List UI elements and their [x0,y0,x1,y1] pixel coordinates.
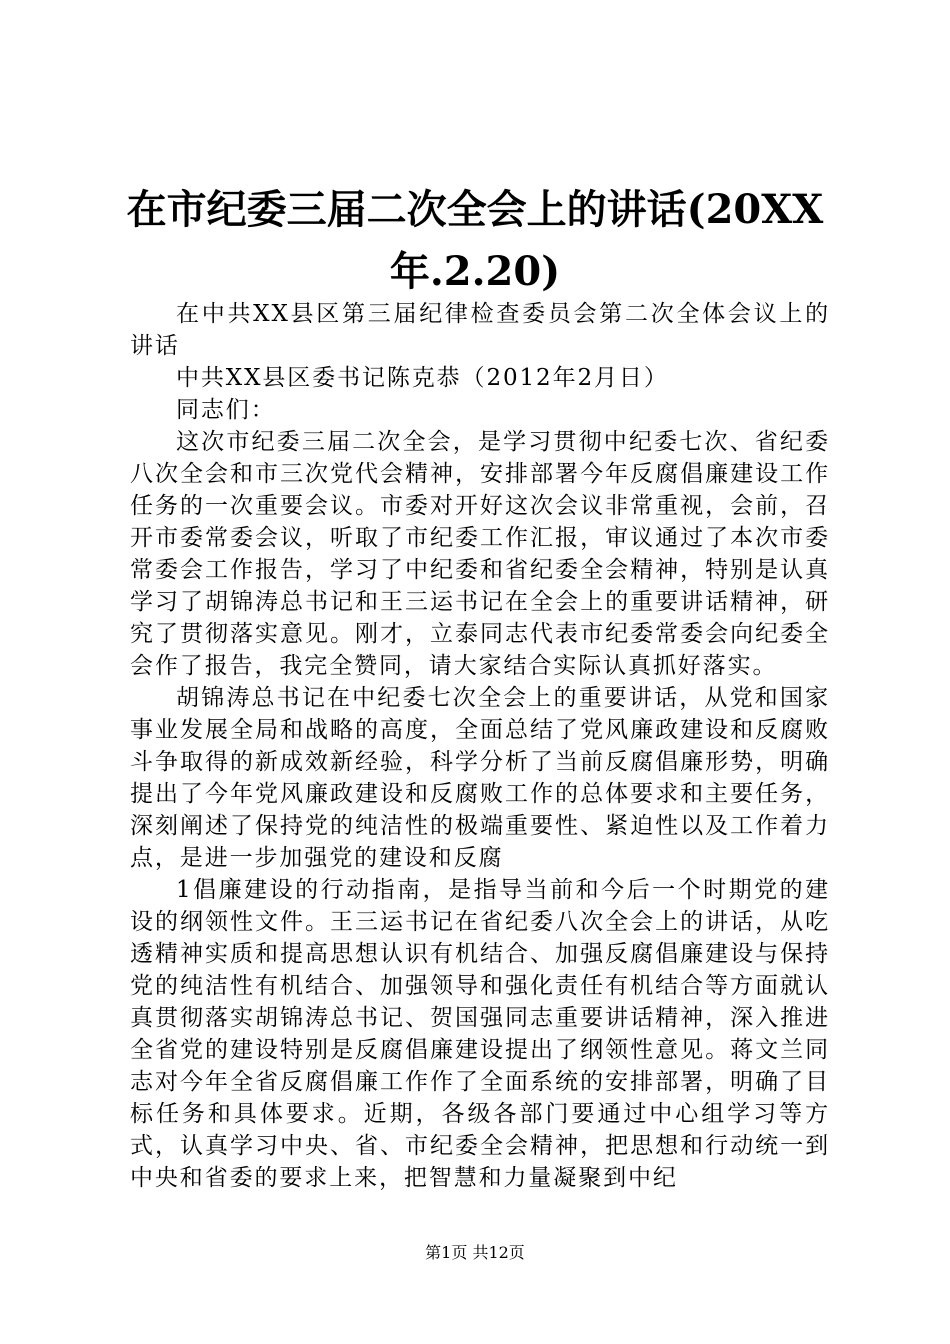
paragraph-body-2: 胡锦涛总书记在中纪委七次全会上的重要讲话，从党和国家事业发展全局和战略的高度，全面总结了党风廉政建设和反腐败斗争取得的新成效新经验，科学分析了当前反腐倡廉形势，明确提出了今年党风廉政建设和反腐败工作的总体要求和主要任务，深刻阐述了保持党的纯洁性的极端重要性、紧迫性以及工作着力点，是进一步加强党的建设和反腐 [130,685,830,871]
document-title-line-1: 在市纪委三届二次全会上的讲话(20XX [126,186,824,233]
paragraph-speaker: 中共XX县区委书记陈克恭（2012年2月日） [176,365,669,391]
paragraph-body-1: 这次市纪委三届二次全会，是学习贯彻中纪委七次、省纪委八次全会和市三次党代会精神，安排部署今年反腐倡廉建设工作任务的一次重要会议。市委对开好这次会议非常重视，会前，召开市委常委会议，听取了市纪委工作汇报，审议通过了本次市委常委会工作报告，学习了中纪委和省纪委全会精神，特别是认真学习了胡锦涛总书记和王三运书记在全会上的重要讲话精神，研究了贯彻落实意见。刚才，立泰同志代表市纪委常委会向纪委全会作了报告，我完全赞同，请大家结合实际认真抓好落实。 [130,429,830,679]
paragraph-body-3: 1倡廉建设的行动指南，是指导当前和今后一个时期党的建设的纲领性文件。王三运书记在省纪委八次全会上的讲话，从吃透精神实质和提高思想认识有机结合、加强反腐倡廉建设与保持党的纯洁性有机结合、加强领导和强化责任有机结合等方面就认真贯彻落实胡锦涛总书记、贺国强同志重要讲话精神，深入推进全省党的建设特别是反腐倡廉建设提出了纲领性意见。蒋文兰同志对今年全省反腐倡廉工作作了全面系统的安排部署，明确了目标任务和具体要求。近期，各级各部门要通过中心组学习等方式，认真学习中央、省、市纪委全会精神，把思想和行动统一到中央和省委的要求上来，把智慧和力量凝聚到中纪 [130,877,830,1191]
paragraph-salutation: 同志们： [176,397,276,423]
paragraph-meeting-name: 在中共XX县区第三届纪律检查委员会第二次全体会议上的讲话 [130,301,830,359]
page-number-footer: 第1页 共12页 [425,1243,525,1262]
document-body [130,298,830,1194]
document-title-line-2: 年.2.20) [389,248,561,295]
